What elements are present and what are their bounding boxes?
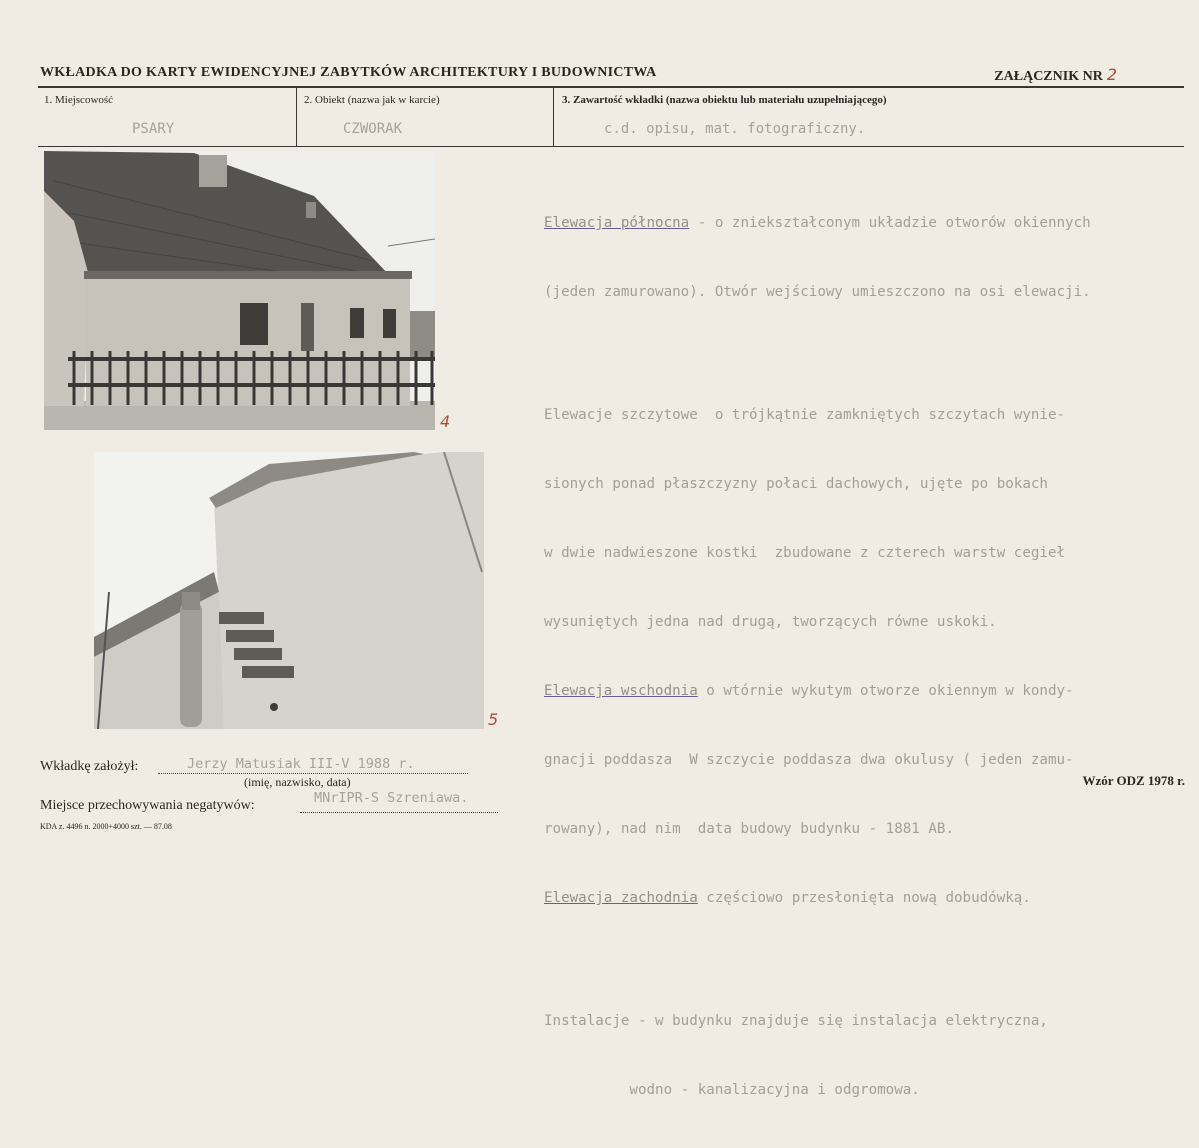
storage-label: Miejsce przechowywania negatywów: bbox=[40, 798, 255, 813]
desc-heading-north: Elewacja północna bbox=[544, 215, 690, 231]
desc-para-3-line-3: rowany), nad nim data budowy budynku - 1881 AB. bbox=[544, 821, 954, 837]
desc-para-3-line-1 bbox=[544, 680, 1174, 703]
desc-north-text-1: - o zniekształconym układzie otworów okiennych bbox=[689, 215, 1091, 231]
desc-para-1-line-1 bbox=[544, 212, 1174, 235]
print-info: KDA z. 4496 n. 2000+4000 szt. — 87.08 bbox=[40, 822, 172, 831]
desc-para-2-line-3: w dwie nadwieszone kostki zbudowane z czterech warstw cegieł bbox=[544, 545, 1066, 561]
desc-para-3-line-2: gnacji poddasza W szczycie poddasza dwa okulusy ( jeden zamu- bbox=[544, 752, 1074, 768]
desc-para-1-line-2: (jeden zamurowano). Otwór wejściowy umieszczono na osi elewacji. bbox=[544, 284, 1091, 300]
desc-para-2-line-1: Elewacje szczytowe o trójkątnie zamkniętych szczytach wynie- bbox=[544, 407, 1066, 423]
photo-2-number: 5 bbox=[488, 710, 499, 729]
desc-para-2-line-2: sionych ponad płaszczyzny połaci dachowych, ujęte po bokach bbox=[544, 476, 1048, 492]
annex-label bbox=[994, 65, 1117, 85]
field-divider-2 bbox=[553, 88, 554, 146]
field-2-value: CZWORAK bbox=[343, 121, 403, 137]
field-3-label: 3. Zawartość wkładki (nazwa obiektu lub materiału uzupełniającego) bbox=[562, 94, 887, 106]
desc-para-2-line-4: wysuniętych jedna nad drugą, tworzących równe uskoki. bbox=[544, 614, 997, 630]
annex-label-text: ZAŁĄCZNIK NR bbox=[994, 69, 1103, 84]
desc-heading-east: Elewacja wschodnia bbox=[544, 683, 698, 699]
desc-west-text-1: częściowo przesłonięta nową dobudówką. bbox=[697, 890, 1031, 906]
fields-rule bbox=[38, 146, 1184, 147]
author-hint: (imię, nazwisko, data) bbox=[244, 775, 351, 789]
field-2-label: 2. Obiekt (nazwa jak w karcie) bbox=[304, 94, 440, 106]
desc-para-5-line-2: wodno - kanalizacyjna i odgromowa. bbox=[544, 1082, 920, 1098]
photo-1-number: 4 bbox=[440, 412, 451, 431]
desc-para-5-line-1: Instalacje - w budynku znajduje się instalacja elektryczna, bbox=[544, 1013, 1048, 1029]
annex-number: 2 bbox=[1106, 65, 1117, 84]
author-label: Wkładkę założył: bbox=[40, 759, 139, 774]
author-dotted-line bbox=[158, 773, 468, 774]
photo-gable-detail bbox=[94, 452, 484, 729]
field-1-label: 1. Miejscowość bbox=[44, 94, 114, 106]
desc-east-text-1: o wtórnie wykutym otworze okiennym w kondy- bbox=[697, 683, 1074, 699]
form-model: Wzór ODZ 1978 r. bbox=[1082, 773, 1185, 788]
description-text bbox=[544, 166, 1174, 1148]
field-3-value: c.d. opisu, mat. fotograficzny. bbox=[604, 121, 866, 137]
field-divider-1 bbox=[296, 88, 297, 146]
desc-heading-west: Elewacja zachodnia bbox=[544, 890, 698, 906]
photo-house-north bbox=[44, 151, 435, 430]
header-rule bbox=[38, 86, 1184, 88]
desc-para-4-line-1 bbox=[544, 887, 1174, 910]
storage-dotted-line bbox=[300, 812, 498, 813]
storage-value: MNrIPR-S Szreniawa. bbox=[314, 790, 469, 806]
card-title: WKŁADKA DO KARTY EWIDENCYJNEJ ZABYTKÓW ARCHITEKTURY I BUDOWNICTWA bbox=[40, 65, 657, 80]
field-1-value: PSARY bbox=[132, 121, 175, 137]
author-value: Jerzy Matusiak III-V 1988 r. bbox=[187, 756, 415, 772]
